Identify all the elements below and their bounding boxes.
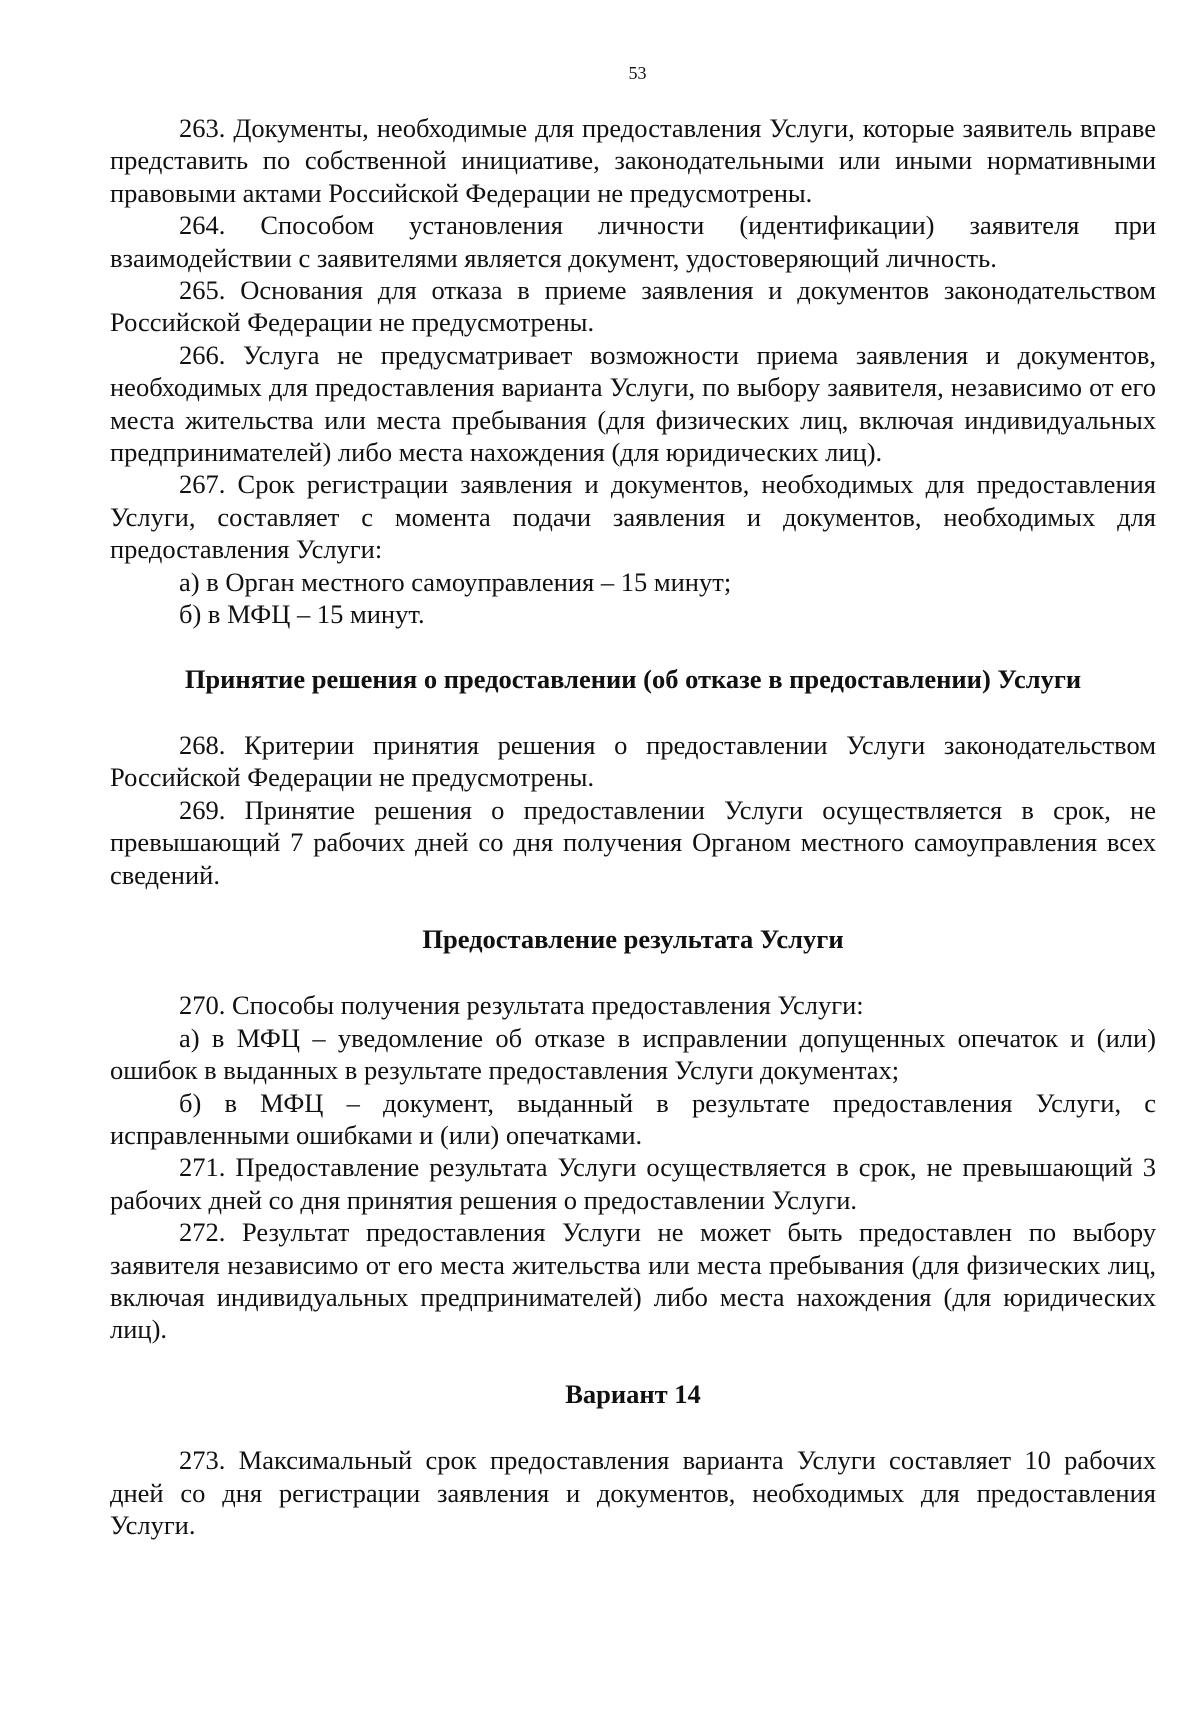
list-item-267a: а) в Орган местного самоуправления – 15 минут; bbox=[179, 566, 732, 597]
paragraph-268: 268. Критерии принятия решения о предоставлении Услуги законодательством Российской Федерации не предусмотрены. bbox=[110, 729, 1156, 793]
spacer bbox=[110, 955, 1156, 989]
paragraph-273: 273. Максимальный срок предоставления варианта Услуги составляет 10 рабочих дней со дня регистрации заявления и документов, необходимых для предоставления Услуги. bbox=[110, 1445, 1156, 1541]
paragraph-265: 265. Основания для отказа в приеме заявления и документов законодательством Российской Федерации не предусмотрены. bbox=[110, 275, 1156, 338]
spacer bbox=[110, 1410, 1156, 1444]
spacer bbox=[110, 631, 1156, 663]
paragraph-267: 267. Срок регистрации заявления и документов, необходимых для предоставления Услуги, составляет с момента подачи заявления и документов, необходимых для предоставления Услуги: bbox=[110, 469, 1156, 565]
paragraph-263: 263. Документы, необходимые для предоставления Услуги, которые заявитель вправе представить по собственной инициативе, законодательными или иными нормативными правовыми актами Российской Федерации не предусмотрены. bbox=[110, 113, 1156, 208]
paragraph-272: 272. Результат предоставления Услуги не может быть предоставлен по выбору заявителя независимо от его места жительства или места пребывания (для физических лиц, включая индивидуальных предпринимателей) либо места нахождения (для юридических лиц). bbox=[110, 1217, 1156, 1345]
section-heading-result: Предоставление результата Услуги bbox=[422, 923, 844, 954]
spacer bbox=[110, 695, 1156, 729]
paragraph-271: 271. Предоставление результата Услуги осуществляется в срок, не превышающий 3 рабочих дней со дня принятия решения о предоставлении Услуги. bbox=[110, 1152, 1156, 1215]
paragraph-270: 270. Способы получения результата предоставления Услуги: bbox=[179, 990, 864, 1021]
paragraph-264: 264. Способом установления личности (идентификации) заявителя при взаимодействии с заявителями является документ, удостоверяющий личность. bbox=[110, 210, 1156, 273]
page-number: 53 bbox=[628, 63, 647, 83]
list-item-270b: б) в МФЦ – документ, выданный в результате предоставления Услуги, с исправленными ошибками и (или) опечатками. bbox=[110, 1087, 1156, 1150]
section-heading-variant: Вариант 14 bbox=[565, 1378, 701, 1409]
paragraph-266: 266. Услуга не предусматривает возможности приема заявления и документов, необходимых для предоставления варианта Услуги, по выбору заявителя, независимо от его места жительства или места пребывания (для физических лиц, включая индивидуальных предпринимателей) либо места нахождения (для юридических лиц). bbox=[110, 339, 1156, 468]
spacer bbox=[110, 1346, 1156, 1378]
document-body bbox=[110, 112, 1156, 1541]
list-item-270a: а) в МФЦ – уведомление об отказе в исправлении допущенных опечаток и (или) ошибок в выданных в результате предоставления Услуги документах; bbox=[110, 1022, 1156, 1086]
spacer bbox=[110, 891, 1156, 923]
section-heading-decision: Принятие решения о предоставлении (об отказе в предоставлении) Услуги bbox=[184, 663, 1082, 694]
paragraph-269: 269. Принятие решения о предоставлении Услуги осуществляется в срок, не превышающий 7 рабочих дней со дня получения Органом местного самоуправления всех сведений. bbox=[110, 794, 1156, 890]
list-item-267b: б) в МФЦ – 15 минут. bbox=[179, 599, 425, 630]
